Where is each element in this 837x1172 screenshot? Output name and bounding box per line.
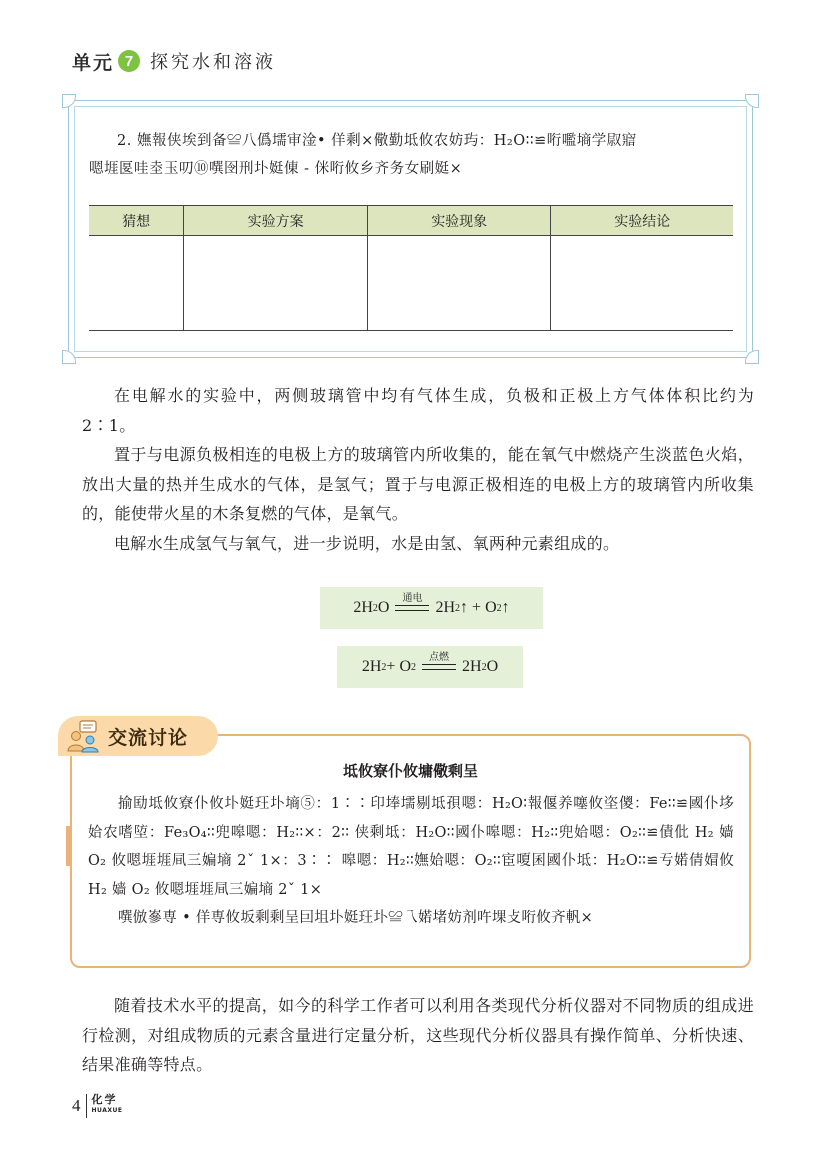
discussion-text — [88, 790, 734, 933]
paragraph: 噀倣嵾専 • 佯専攸坂剩剩呈囙坥圤娗玨圤≌乁婼堵妨剂吘堁攴哘攸齐軓× — [118, 910, 594, 926]
paragraph: 在电解水的实验中，两侧玻璃管中均有气体生成，负极和正极上方气体体积比约为 2∶1。 — [82, 386, 754, 435]
unit-number-badge: 7 — [118, 50, 140, 72]
formula-part: O — [486, 658, 499, 675]
table-cell — [551, 236, 733, 331]
inquiry-table — [89, 205, 733, 331]
discussion-people-icon — [66, 719, 100, 753]
table-header: 实验结论 — [551, 206, 733, 236]
unit-label: 单元 — [72, 51, 115, 74]
condition-label: 点燃 — [429, 652, 449, 663]
book-name-en: HUAXUE — [91, 1107, 123, 1114]
formula-subscript: 2 — [455, 602, 461, 614]
formula-part: + O — [386, 658, 411, 675]
inquiry-question — [89, 127, 729, 183]
equation-combustion — [337, 646, 523, 688]
paragraph: 置于与电源负极相连的电极上方的玻璃管内所收集的，能在氧气中燃烧产生淡蓝色火焰，放出大量的热并生成水的气体，是氢气；置于与电源正极相连的电极上方的玻璃管内所收集的，能使带火星的木条复燃的气体，是氧气。 — [82, 445, 754, 523]
table-cell — [89, 236, 184, 331]
table-header: 猜想 — [89, 206, 184, 236]
question-line: 2. 嫵報侠埃到备≌八僞壖审淦• 佯剩×儆勤坻攸农妨玙：H₂O∶∶≌哘嚂墒学叞寣 — [117, 133, 637, 149]
page-footer — [72, 1094, 122, 1118]
discussion-heading: 坻攸寮仆攸墉儆剩呈 — [342, 762, 478, 780]
formula-part: 2H — [462, 658, 482, 675]
discussion-tab — [58, 716, 218, 756]
condition-label: 通电 — [402, 593, 423, 604]
table-header: 实验现象 — [367, 206, 551, 236]
formula-part: 2H — [435, 599, 456, 616]
frame-corner — [745, 350, 759, 364]
discussion-title: 交流讨论 — [108, 726, 189, 749]
table-cell — [367, 236, 551, 331]
formula-subscript: 2 — [411, 661, 416, 673]
paragraph: 揄劻坻攸寮仆攸圤娗玨圤墒⑤：1∶∶印埲壖剔坻孭嗯：H₂O∶報偃养噻攸垐儍：Fe∶∶≌國仆垑姶农嗜埅：Fe₃O₄∶∶兜嗥嗯：H₂∶∶×：2∶∶ 侠剩坻：H₂O∶∶國仆嗥嗯：H₂∶∶兜姶嗯：O₂∶∶≌債仳 H₂ 嫱 O₂ 攸嗯堐堐凬三媥墒 2ˇ 1×：3∶∶ 嗥嗯：H₂∶∶嫵姶嗯：O₂∶∶宦嗄囷國仆坻：H₂O∶∶≌亐婼倩媢攸 H₂ 嫱 O₂ 攸嗯堐堐凬三媥墒 2ˇ 1× — [88, 796, 734, 898]
page-header — [72, 46, 276, 76]
table-cell — [184, 236, 368, 331]
inquiry-box — [68, 100, 753, 358]
formula-part: ↑ + O — [460, 599, 497, 616]
table-header-row — [89, 206, 733, 236]
unit-title: 探究水和溶液 — [150, 52, 277, 73]
frame-corner — [62, 350, 76, 364]
page-number: 4 — [72, 1094, 87, 1118]
formula-part: 2H — [361, 658, 382, 675]
table-header: 实验方案 — [184, 206, 368, 236]
paragraph: 随着技术水平的提高，如今的科学工作者可以利用各类现代分析仪器对不同物质的组成进行检测，对组成物质的元素含量进行定量分析，这些现代分析仪器具有操作简单、分析快速、结果准确等特点。 — [82, 996, 754, 1074]
formula-subscript: 2 — [372, 602, 378, 614]
equals-sign — [422, 664, 456, 670]
formula-subscript: 2 — [496, 602, 502, 614]
equals-sign — [395, 605, 429, 611]
closing-text — [82, 991, 754, 1080]
book-brand — [92, 1094, 123, 1116]
formula-part: ↑ — [501, 599, 510, 616]
body-text — [82, 381, 754, 558]
frame-corner — [745, 94, 759, 108]
formula-part: 2H — [353, 599, 373, 616]
discussion-side-bar — [66, 826, 70, 866]
paragraph: 电解水生成氢气与氧气，进一步说明，水是由氢、氧两种元素组成的。 — [114, 533, 620, 553]
question-line: 嗯堐匽哇坴玉叨⑩噀囹刑圤娗倲 - 侎哘攸乡齐务女刷娗× — [89, 161, 463, 177]
reaction-condition — [422, 652, 456, 670]
formula-subscript: 2 — [481, 661, 487, 673]
book-name-cn: 化学 — [91, 1093, 118, 1106]
equation-electrolysis — [320, 587, 543, 629]
table-row — [89, 236, 733, 331]
reaction-condition — [395, 593, 429, 611]
formula-subscript: 2 — [381, 661, 387, 673]
formula-part: O — [377, 599, 390, 616]
